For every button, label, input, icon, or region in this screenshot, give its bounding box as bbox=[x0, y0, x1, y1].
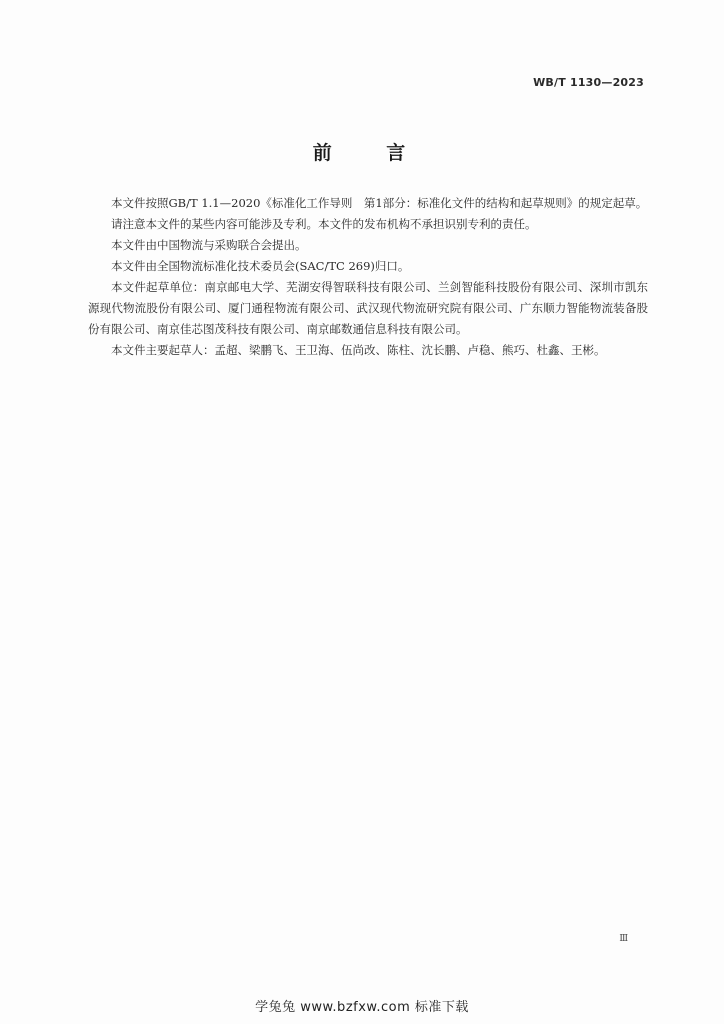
footer-watermark: 学兔兔 www.bzfxw.com 标准下载 bbox=[255, 1000, 469, 1015]
paragraph-drafting-rules: 本文件按照GB/T 1.1—2020《标准化工作导则 第1部分：标准化文件的结构和起草规则》的规定起草。 bbox=[111, 196, 648, 210]
standard-code: WB/T 1130—2023 bbox=[533, 76, 644, 89]
page-title: 前 言 bbox=[312, 142, 430, 164]
foreword-body bbox=[88, 193, 648, 361]
page-number: Ⅲ bbox=[619, 934, 628, 944]
paragraph-drafting-units: 本文件起草单位：南京邮电大学、芜湖安得智联科技有限公司、兰剑智能科技股份有限公司、深圳市凯东源现代物流股份有限公司、厦门通程物流有限公司、武汉现代物流研究院有限公司、广东顺力智能物流装备股份有限公司、南京佳芯图茂科技有限公司、南京邮数通信息科技有限公司。 bbox=[88, 280, 648, 336]
paragraph-patent-notice: 请注意本文件的某些内容可能涉及专利。本文件的发布机构不承担识别专利的责任。 bbox=[111, 217, 537, 231]
paragraph-centralized-by: 本文件由全国物流标准化技术委员会(SAC/TC 269)归口。 bbox=[111, 259, 410, 273]
paragraph-drafters: 本文件主要起草人：孟超、梁鹏飞、王卫海、伍尚改、陈柱、沈长鹏、卢稳、熊巧、杜鑫、王彬。 bbox=[111, 343, 606, 357]
paragraph-proposer: 本文件由中国物流与采购联合会提出。 bbox=[111, 238, 307, 252]
